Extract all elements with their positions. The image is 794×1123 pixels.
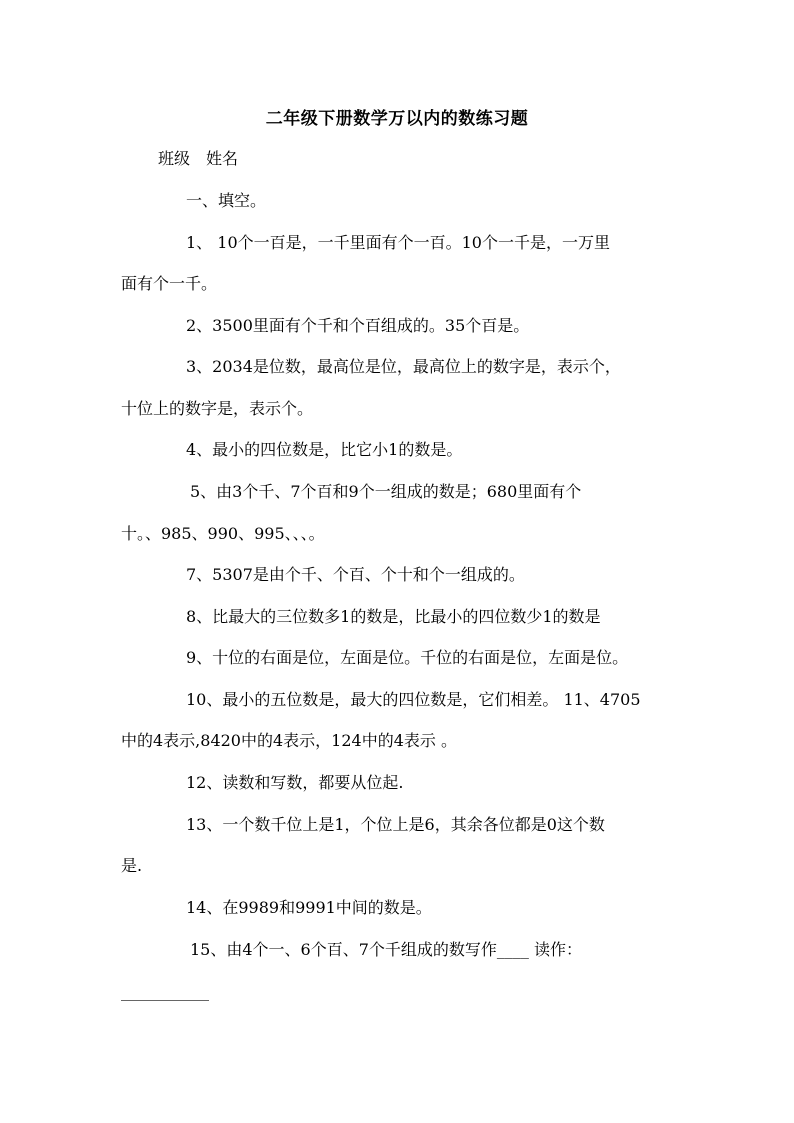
question-line: 13、一个数千位上是1，个位上是6，其余各位都是0这个数 — [186, 815, 605, 834]
question-line: 5、由3个千、7个百和9个一组成的数是；680里面有个 — [190, 482, 582, 501]
question-line: 2、3500里面有个千和个百组成的。35个百是。 — [186, 316, 530, 335]
question-line: 9、十位的右面是位，左面是位。千位的右面是位，左面是位。 — [186, 648, 629, 667]
class-name-line: 班级 姓名 — [158, 149, 239, 168]
question-line: 8、比最大的三位数多1的数是，比最小的四位数少1的数是 — [186, 607, 601, 626]
question-line: 1、 10个一百是，一千里面有个一百。10个一千是，一万里 — [186, 233, 610, 252]
question-line: 14、在9989和9991中间的数是。 — [186, 898, 432, 917]
question-line: 面有个一千。 — [121, 274, 218, 293]
question-line: 7、5307是由个千、个百、个十和个一组成的。 — [186, 565, 525, 584]
question-line: 3、2034是位数，最高位是位，最高位上的数字是，表示个， — [186, 357, 621, 376]
question-line: 十。、985、990、995、、、。 — [121, 524, 325, 543]
question-line: 十位上的数字是，表示个。 — [121, 399, 314, 418]
question-line: 10、最小的五位数是，最大的四位数是，它们相差。 11、4705 — [186, 690, 641, 709]
answer-blank-line: ___________ — [121, 982, 209, 1001]
question-line: 是. — [121, 856, 143, 875]
question-line: 15、由4个一、6个百、7个千组成的数写作____ 读作： — [190, 940, 582, 959]
question-line: 中的4表示,8420中的4表示，124中的4表示 。 — [121, 731, 457, 750]
document-title: 二年级下册数学万以内的数练习题 — [265, 109, 529, 129]
section-heading: 一、填空。 — [186, 191, 267, 210]
question-line: 12、读数和写数，都要从位起. — [186, 773, 404, 792]
question-line: 4、最小的四位数是，比它小1的数是。 — [186, 440, 463, 459]
